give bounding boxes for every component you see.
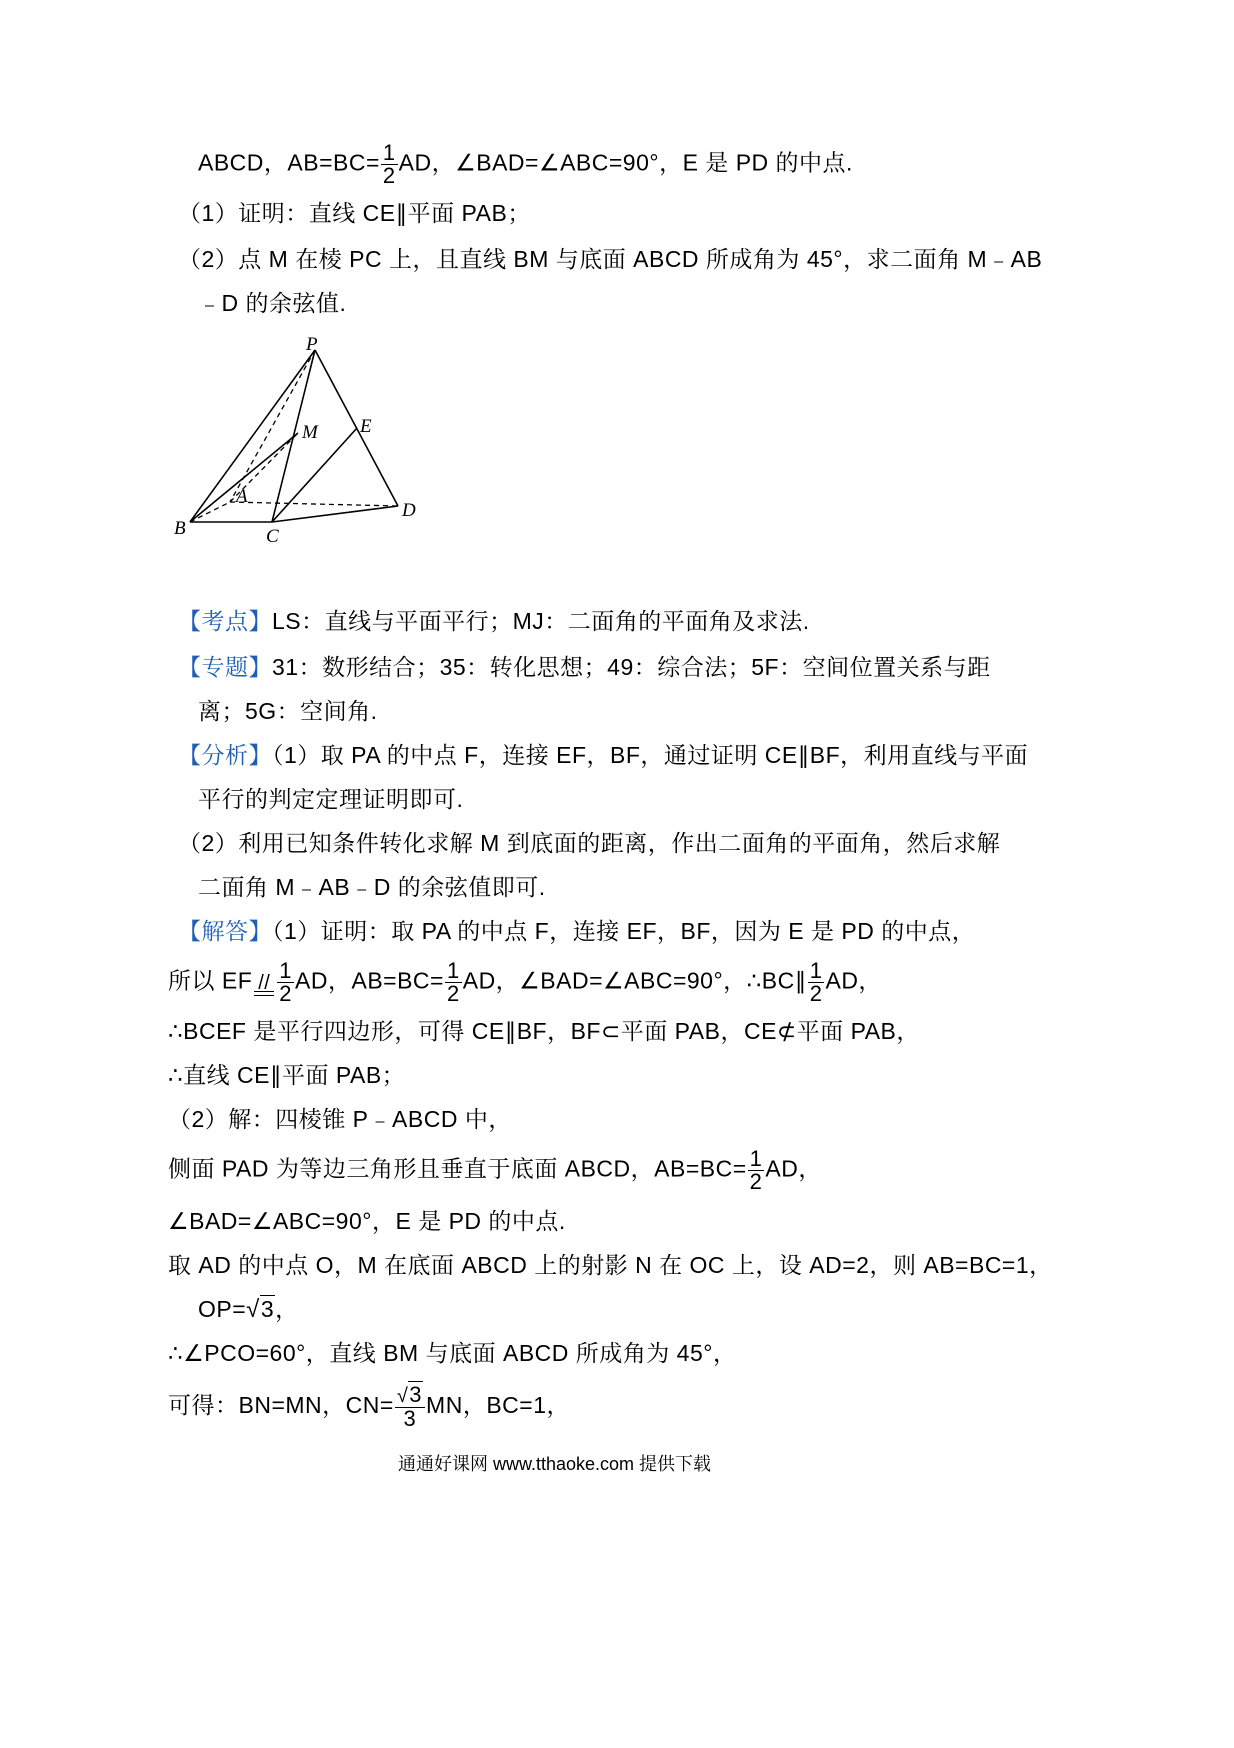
sqrt-radicand: 3 (260, 1296, 275, 1322)
text-segment: ABCD，AB=BC= (198, 149, 380, 176)
fraction-denominator: 2 (749, 1169, 763, 1194)
fraction-half (381, 142, 398, 187)
solution-line-4: ∴直线 CE∥平面 PAB； (168, 1062, 406, 1088)
fenxi-line-4: 二面角 M﹣AB﹣D 的余弦值即可. (198, 874, 546, 900)
solution-line-5: （2）解：四棱锥 P﹣ABCD 中， (168, 1106, 512, 1132)
text-segment: 所以 EF (168, 967, 253, 994)
label-B: B (174, 518, 186, 539)
kaodian-line (178, 606, 810, 636)
kaodian-tag: 【考点】 (178, 608, 272, 634)
zhuanti-line-2: 离；5G：空间角. (198, 698, 378, 724)
text-segment: 侧面 PAD 为等边三角形且垂直于底面 ABCD，AB=BC= (168, 1155, 747, 1182)
fraction-half (277, 960, 294, 1005)
solution-line-11 (168, 1384, 570, 1430)
fraction-denominator: 2 (382, 163, 396, 188)
fraction-half (808, 960, 825, 1005)
solution-line-3: ∴BCEF 是平行四边形，可得 CE∥BF，BF⊂平面 PAB，CE⊄平面 PAB， (168, 1018, 920, 1044)
solution-line-2 (168, 960, 882, 1005)
fenxi-line-2: 平行的判定定理证明即可. (198, 786, 464, 812)
sqrt-expression: √3 (246, 1296, 275, 1323)
fraction-numerator: 1 (382, 140, 396, 165)
fraction-numerator: 1 (809, 958, 823, 983)
edge-AD-dashed (230, 502, 398, 506)
fraction-numerator: 1 (446, 958, 460, 983)
kaodian-text: LS：直线与平面平行；MJ：二面角的平面角及求法. (272, 608, 810, 634)
text-segment: AD，AB=BC= (295, 967, 444, 994)
parallel-equal-symbol: // (252, 966, 276, 998)
fraction-sqrt3-over-3 (395, 1384, 425, 1430)
text-segment: MN，BC=1， (426, 1392, 570, 1419)
problem-part-2: （2）点 M 在棱 PC 上，且直线 BM 与底面 ABCD 所成角为 45°，求二面角 M﹣AB (178, 246, 1043, 272)
fraction-denominator: 2 (446, 981, 460, 1006)
text-segment: 可得：BN=MN，CN= (168, 1392, 394, 1419)
label-C: C (266, 526, 279, 547)
page-footer: 通通好课网 www.tthaoke.com 提供下载 (398, 1454, 712, 1474)
pyramid-figure (160, 330, 460, 560)
text-segment: AD，∠BAD=∠ABC=90°，E 是 PD 的中点. (398, 149, 853, 176)
zhuanti-line (178, 652, 991, 682)
sqrt-radicand: 3 (409, 1382, 423, 1407)
problem-part-1: （1）证明：直线 CE∥平面 PAB； (178, 200, 531, 226)
fraction-numerator: √3 (395, 1384, 425, 1408)
problem-line-1 (198, 142, 853, 187)
label-A: A (236, 486, 248, 507)
solution-line-10: ∴∠PCO=60°，直线 BM 与底面 ABCD 所成角为 45°， (168, 1340, 737, 1366)
fenxi-line-3: （2）利用已知条件转化求解 M 到底面的距离，作出二面角的平面角，然后求解 (178, 830, 1001, 856)
text-segment: AD，∠BAD=∠ABC=90°，∴BC∥ (462, 967, 807, 994)
fenxi-tag: 【分析】 (178, 742, 272, 768)
label-E: E (360, 416, 372, 437)
solution-line-8: 取 AD 的中点 O，M 在底面 ABCD 上的射影 N 在 OC 上，设 AD=2，则 AB=BC=1， (168, 1252, 1053, 1278)
edge-CD (272, 506, 398, 522)
label-P: P (306, 334, 318, 355)
solution-line-6 (168, 1148, 822, 1193)
fenxi-line (178, 740, 1028, 770)
jieda-line (178, 916, 975, 946)
fenxi-text: （1）取 PA 的中点 F，连接 EF，BF，通过证明 CE∥BF，利用直线与平面 (272, 742, 1029, 768)
text-segment: AD， (765, 1155, 822, 1182)
fraction-denominator: 3 (403, 1406, 417, 1431)
fraction-half (445, 960, 462, 1005)
problem-part-2-cont: ﹣D 的余弦值. (198, 290, 347, 316)
fraction-numerator: 1 (279, 958, 293, 983)
jieda-text: （1）证明：取 PA 的中点 F，连接 EF，BF，因为 E 是 PD 的中点， (272, 918, 976, 944)
label-D: D (402, 500, 416, 521)
fraction-denominator: 2 (279, 981, 293, 1006)
zhuanti-tag: 【专题】 (178, 654, 272, 680)
text-segment: AD， (825, 967, 882, 994)
jieda-tag: 【解答】 (178, 918, 272, 944)
text-segment: OP= (198, 1296, 247, 1322)
label-M: M (302, 422, 318, 443)
fraction-half (748, 1148, 765, 1193)
solution-line-7: ∠BAD=∠ABC=90°，E 是 PD 的中点. (168, 1208, 566, 1234)
solution-line-9 (198, 1294, 299, 1325)
fraction-denominator: 2 (809, 981, 823, 1006)
fraction-numerator: 1 (749, 1146, 763, 1171)
text-segment: ， (275, 1296, 299, 1322)
zhuanti-text: 31：数形结合；35：转化思想；49：综合法；5F：空间位置关系与距 (272, 654, 991, 680)
